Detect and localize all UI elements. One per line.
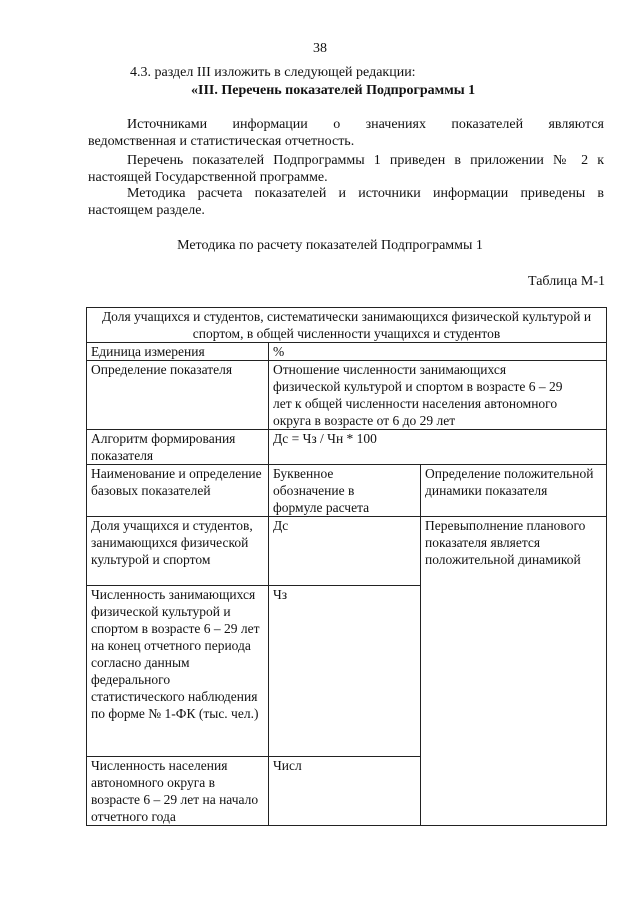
- paragraph-line: настоящей Государственной программе.: [88, 170, 328, 185]
- page-number: 38: [313, 41, 327, 56]
- col-header-name: Наименование и определение базовых показателей: [87, 465, 269, 517]
- definition-value: [269, 361, 607, 430]
- table-row: [87, 343, 607, 361]
- row-symbol: Дс: [269, 517, 421, 586]
- table-label: Таблица М-1: [528, 274, 605, 289]
- paragraph-line: Источниками информации о значениях показателей являются: [127, 117, 604, 132]
- table-row: [87, 430, 607, 465]
- table-row: [87, 517, 607, 586]
- paragraph-list: [88, 152, 604, 186]
- table-title-row: [87, 308, 607, 343]
- method-title: Методика по расчету показателей Подпрограммы 1: [177, 238, 483, 253]
- algorithm-value: Дс = Чз / Чн * 100: [269, 430, 607, 465]
- table-title: Доля учащихся и студентов, систематически занимающихся физической культурой и спортом, в общей численности учащихся и студентов: [87, 308, 607, 343]
- paragraph-method: [88, 185, 604, 219]
- col-header-dynamics: Определение положительной динамики показателя: [421, 465, 607, 517]
- paragraph-line: Перечень показателей Подпрограммы 1 приведен в приложении № 2 к: [127, 153, 604, 168]
- unit-label: Единица измерения: [87, 343, 269, 361]
- amendment-item: 4.3. раздел III изложить в следующей редакции:: [130, 65, 416, 80]
- row-symbol: Чз: [269, 586, 421, 757]
- row-symbol: Числ: [269, 757, 421, 826]
- dynamics-cell: Перевыполнение планового показателя является положительной динамикой: [421, 517, 607, 826]
- row-name: Доля учащихся и студентов, занимающихся физической культурой и спортом: [87, 517, 269, 586]
- row-name: Численность занимающихся физической культурой и спортом в возрасте 6 – 29 лет на конец отчетного периода согласно данным федерального статистического наблюдения по форме № 1-ФК (тыс. чел.): [87, 586, 269, 757]
- definition-label: Определение показателя: [87, 361, 269, 430]
- paragraph-line: Методика расчета показателей и источники информации приведены в: [127, 186, 604, 201]
- section-heading: «III. Перечень показателей Подпрограммы 1: [191, 83, 476, 98]
- row-name: Численность населения автономного округа в возрасте 6 – 29 лет на начало отчетного года: [87, 757, 269, 826]
- unit-value: %: [269, 343, 607, 361]
- paragraph-line: настоящем разделе.: [88, 203, 205, 218]
- paragraph-sources: [88, 116, 604, 150]
- indicator-table: [86, 307, 607, 826]
- col-header-symbol: [269, 465, 421, 517]
- definition-text: Отношение численности занимающихся физической культурой и спортом в возрасте 6 – 29 лет к общей численности населения автономного округа в возрасте от 6 до 29 лет: [273, 362, 563, 428]
- table-row: [87, 361, 607, 430]
- table-header-row: [87, 465, 607, 517]
- paragraph-line: ведомственная и статистическая отчетность.: [88, 134, 355, 149]
- col-header-symbol-text: Буквенное обозначение в формуле расчета: [273, 466, 370, 515]
- algorithm-label: Алгоритм формирования показателя: [87, 430, 269, 465]
